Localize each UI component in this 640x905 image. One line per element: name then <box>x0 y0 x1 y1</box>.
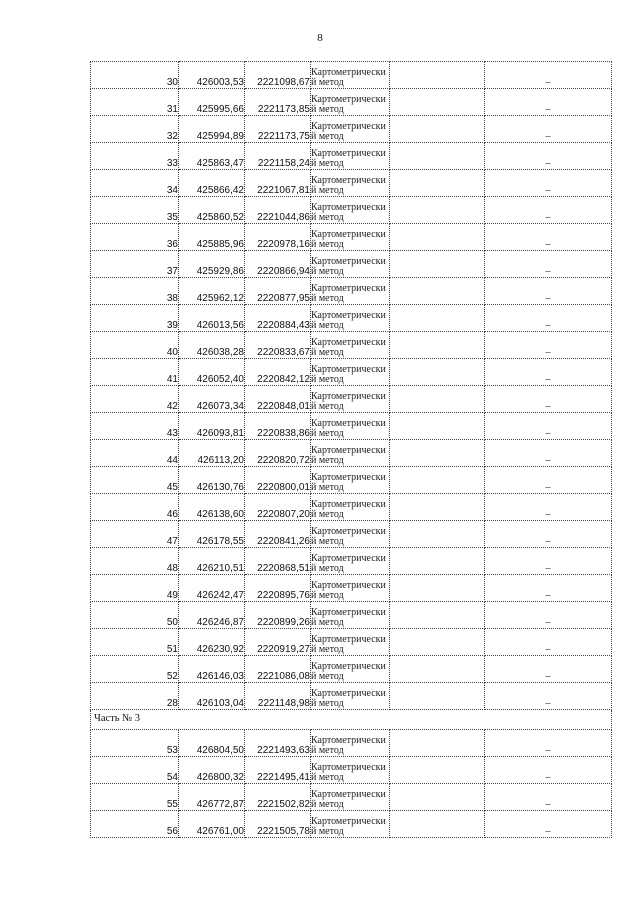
empty-cell <box>390 62 485 89</box>
coordinate-x: 425929,86 <box>179 251 245 278</box>
method-cell: Картометрический метод <box>311 116 390 143</box>
coordinate-x: 426210,51 <box>179 548 245 575</box>
coordinate-x: 426761,00 <box>179 811 245 838</box>
coordinate-y: 2221493,63 <box>245 730 311 757</box>
value-cell: – <box>485 548 612 575</box>
empty-cell <box>390 494 485 521</box>
point-number: 28 <box>91 683 179 710</box>
empty-cell <box>390 305 485 332</box>
value-cell: – <box>485 521 612 548</box>
coordinate-x: 426013,56 <box>179 305 245 332</box>
coordinate-y: 2220868,51 <box>245 548 311 575</box>
table-body-part-3 <box>91 730 612 838</box>
coordinate-x: 426772,87 <box>179 784 245 811</box>
table-row <box>91 305 612 332</box>
point-number: 43 <box>91 413 179 440</box>
empty-cell <box>390 784 485 811</box>
coordinate-x: 426113,20 <box>179 440 245 467</box>
coordinate-x: 426804,50 <box>179 730 245 757</box>
table-body-part-2 <box>91 62 612 710</box>
coordinate-y: 2220895,76 <box>245 575 311 602</box>
method-cell: Картометрический метод <box>311 784 390 811</box>
value-cell: – <box>485 602 612 629</box>
empty-cell <box>390 278 485 305</box>
coordinate-y: 2221173,75 <box>245 116 311 143</box>
method-cell: Картометрический метод <box>311 278 390 305</box>
point-number: 34 <box>91 170 179 197</box>
value-cell: – <box>485 386 612 413</box>
table-row <box>91 811 612 838</box>
coordinates-table <box>90 61 612 838</box>
method-cell: Картометрический метод <box>311 224 390 251</box>
coordinate-x: 426800,32 <box>179 757 245 784</box>
table-row <box>91 629 612 656</box>
coordinate-x: 426230,92 <box>179 629 245 656</box>
coordinate-x: 425863,47 <box>179 143 245 170</box>
table-row <box>91 683 612 710</box>
value-cell: – <box>485 757 612 784</box>
coordinate-y: 2220866,94 <box>245 251 311 278</box>
point-number: 45 <box>91 467 179 494</box>
method-cell: Картометрический метод <box>311 494 390 521</box>
method-cell: Картометрический метод <box>311 467 390 494</box>
empty-cell <box>390 251 485 278</box>
table-row <box>91 757 612 784</box>
table-row <box>91 521 612 548</box>
table-row <box>91 784 612 811</box>
point-number: 56 <box>91 811 179 838</box>
coordinate-y: 2221173,85 <box>245 89 311 116</box>
method-cell: Картометрический метод <box>311 656 390 683</box>
empty-cell <box>390 575 485 602</box>
table-row <box>91 548 612 575</box>
value-cell: – <box>485 170 612 197</box>
coordinate-y: 2221502,82 <box>245 784 311 811</box>
empty-cell <box>390 170 485 197</box>
empty-cell <box>390 683 485 710</box>
point-number: 51 <box>91 629 179 656</box>
table-row <box>91 359 612 386</box>
value-cell: – <box>485 89 612 116</box>
table-row <box>91 494 612 521</box>
value-cell: – <box>485 730 612 757</box>
table-row <box>91 116 612 143</box>
coordinate-x: 426178,55 <box>179 521 245 548</box>
method-cell: Картометрический метод <box>311 89 390 116</box>
value-cell: – <box>485 278 612 305</box>
point-number: 47 <box>91 521 179 548</box>
value-cell: – <box>485 116 612 143</box>
value-cell: – <box>485 197 612 224</box>
point-number: 52 <box>91 656 179 683</box>
empty-cell <box>390 467 485 494</box>
coordinate-x: 426242,47 <box>179 575 245 602</box>
empty-cell <box>390 521 485 548</box>
point-number: 33 <box>91 143 179 170</box>
table-row <box>91 656 612 683</box>
table-row <box>91 251 612 278</box>
value-cell: – <box>485 332 612 359</box>
method-cell: Картометрический метод <box>311 62 390 89</box>
method-cell: Картометрический метод <box>311 521 390 548</box>
table-row <box>91 197 612 224</box>
empty-cell <box>390 656 485 683</box>
coordinate-x: 426130,76 <box>179 467 245 494</box>
empty-cell <box>390 197 485 224</box>
value-cell: – <box>485 811 612 838</box>
method-cell: Картометрический метод <box>311 602 390 629</box>
coordinate-x: 426093,81 <box>179 413 245 440</box>
coordinate-y: 2221148,98 <box>245 683 311 710</box>
point-number: 32 <box>91 116 179 143</box>
method-cell: Картометрический метод <box>311 251 390 278</box>
point-number: 38 <box>91 278 179 305</box>
point-number: 41 <box>91 359 179 386</box>
point-number: 42 <box>91 386 179 413</box>
coordinate-x: 426138,60 <box>179 494 245 521</box>
coordinate-x: 425962,12 <box>179 278 245 305</box>
coordinate-y: 2221044,86 <box>245 197 311 224</box>
coordinate-y: 2221158,24 <box>245 143 311 170</box>
method-cell: Картометрический метод <box>311 413 390 440</box>
table-row <box>91 730 612 757</box>
coordinate-y: 2220919,27 <box>245 629 311 656</box>
value-cell: – <box>485 656 612 683</box>
coordinate-y: 2221098,67 <box>245 62 311 89</box>
value-cell: – <box>485 467 612 494</box>
point-number: 46 <box>91 494 179 521</box>
point-number: 30 <box>91 62 179 89</box>
coordinate-y: 2220800,01 <box>245 467 311 494</box>
point-number: 39 <box>91 305 179 332</box>
table-row <box>91 413 612 440</box>
point-number: 44 <box>91 440 179 467</box>
value-cell: – <box>485 494 612 521</box>
method-cell: Картометрический метод <box>311 170 390 197</box>
method-cell: Картометрический метод <box>311 359 390 386</box>
coordinate-y: 2220877,95 <box>245 278 311 305</box>
point-number: 48 <box>91 548 179 575</box>
method-cell: Картометрический метод <box>311 386 390 413</box>
method-cell: Картометрический метод <box>311 305 390 332</box>
table-part-header <box>91 710 612 730</box>
value-cell: – <box>485 143 612 170</box>
table-row <box>91 575 612 602</box>
empty-cell <box>390 413 485 440</box>
point-number: 37 <box>91 251 179 278</box>
method-cell: Картометрический метод <box>311 197 390 224</box>
coordinate-x: 426052,40 <box>179 359 245 386</box>
table-row <box>91 278 612 305</box>
point-number: 54 <box>91 757 179 784</box>
empty-cell <box>390 89 485 116</box>
table-row <box>91 602 612 629</box>
value-cell: – <box>485 413 612 440</box>
empty-cell <box>390 332 485 359</box>
part-label: Часть № 3 <box>91 710 612 730</box>
coordinate-x: 425860,52 <box>179 197 245 224</box>
coordinate-x: 425866,42 <box>179 170 245 197</box>
value-cell: – <box>485 62 612 89</box>
method-cell: Картометрический метод <box>311 143 390 170</box>
coordinate-x: 426003,53 <box>179 62 245 89</box>
point-number: 40 <box>91 332 179 359</box>
value-cell: – <box>485 784 612 811</box>
empty-cell <box>390 730 485 757</box>
coordinate-x: 426073,34 <box>179 386 245 413</box>
value-cell: – <box>485 224 612 251</box>
value-cell: – <box>485 440 612 467</box>
table-row <box>91 170 612 197</box>
point-number: 55 <box>91 784 179 811</box>
coordinate-y: 2220884,43 <box>245 305 311 332</box>
method-cell: Картометрический метод <box>311 575 390 602</box>
table-row <box>91 440 612 467</box>
method-cell: Картометрический метод <box>311 629 390 656</box>
method-cell: Картометрический метод <box>311 332 390 359</box>
empty-cell <box>390 548 485 575</box>
table-row <box>91 386 612 413</box>
point-number: 36 <box>91 224 179 251</box>
point-number: 49 <box>91 575 179 602</box>
coordinate-y: 2220841,26 <box>245 521 311 548</box>
empty-cell <box>390 116 485 143</box>
value-cell: – <box>485 629 612 656</box>
table-row <box>91 467 612 494</box>
coordinate-x: 426146,03 <box>179 656 245 683</box>
method-cell: Картометрический метод <box>311 757 390 784</box>
coordinate-x: 426103,04 <box>179 683 245 710</box>
table-row <box>91 89 612 116</box>
empty-cell <box>390 602 485 629</box>
page-number: 8 <box>317 32 323 44</box>
coordinate-y: 2220978,16 <box>245 224 311 251</box>
coordinate-y: 2221086,08 <box>245 656 311 683</box>
empty-cell <box>390 143 485 170</box>
table-row <box>91 332 612 359</box>
value-cell: – <box>485 683 612 710</box>
value-cell: – <box>485 575 612 602</box>
empty-cell <box>390 224 485 251</box>
coordinate-y: 2220807,20 <box>245 494 311 521</box>
coordinate-y: 2221505,78 <box>245 811 311 838</box>
value-cell: – <box>485 359 612 386</box>
empty-cell <box>390 811 485 838</box>
empty-cell <box>390 359 485 386</box>
coordinate-y: 2220820,72 <box>245 440 311 467</box>
point-number: 50 <box>91 602 179 629</box>
part-row <box>91 710 612 730</box>
table-row <box>91 62 612 89</box>
table-row <box>91 143 612 170</box>
method-cell: Картометрический метод <box>311 811 390 838</box>
coordinate-y: 2221495,41 <box>245 757 311 784</box>
point-number: 31 <box>91 89 179 116</box>
coordinate-x: 426246,87 <box>179 602 245 629</box>
empty-cell <box>390 386 485 413</box>
empty-cell <box>390 440 485 467</box>
coordinate-y: 2220848,01 <box>245 386 311 413</box>
empty-cell <box>390 629 485 656</box>
coordinate-x: 425995,66 <box>179 89 245 116</box>
method-cell: Картометрический метод <box>311 730 390 757</box>
coordinate-y: 2220833,67 <box>245 332 311 359</box>
coordinate-x: 425885,96 <box>179 224 245 251</box>
value-cell: – <box>485 251 612 278</box>
method-cell: Картометрический метод <box>311 440 390 467</box>
coordinate-y: 2220899,26 <box>245 602 311 629</box>
method-cell: Картометрический метод <box>311 683 390 710</box>
coordinate-x: 425994,89 <box>179 116 245 143</box>
coordinate-y: 2220842,12 <box>245 359 311 386</box>
point-number: 53 <box>91 730 179 757</box>
coordinate-y: 2220838,86 <box>245 413 311 440</box>
coordinate-x: 426038,28 <box>179 332 245 359</box>
point-number: 35 <box>91 197 179 224</box>
method-cell: Картометрический метод <box>311 548 390 575</box>
value-cell: – <box>485 305 612 332</box>
empty-cell <box>390 757 485 784</box>
table-row <box>91 224 612 251</box>
coordinate-y: 2221067,81 <box>245 170 311 197</box>
